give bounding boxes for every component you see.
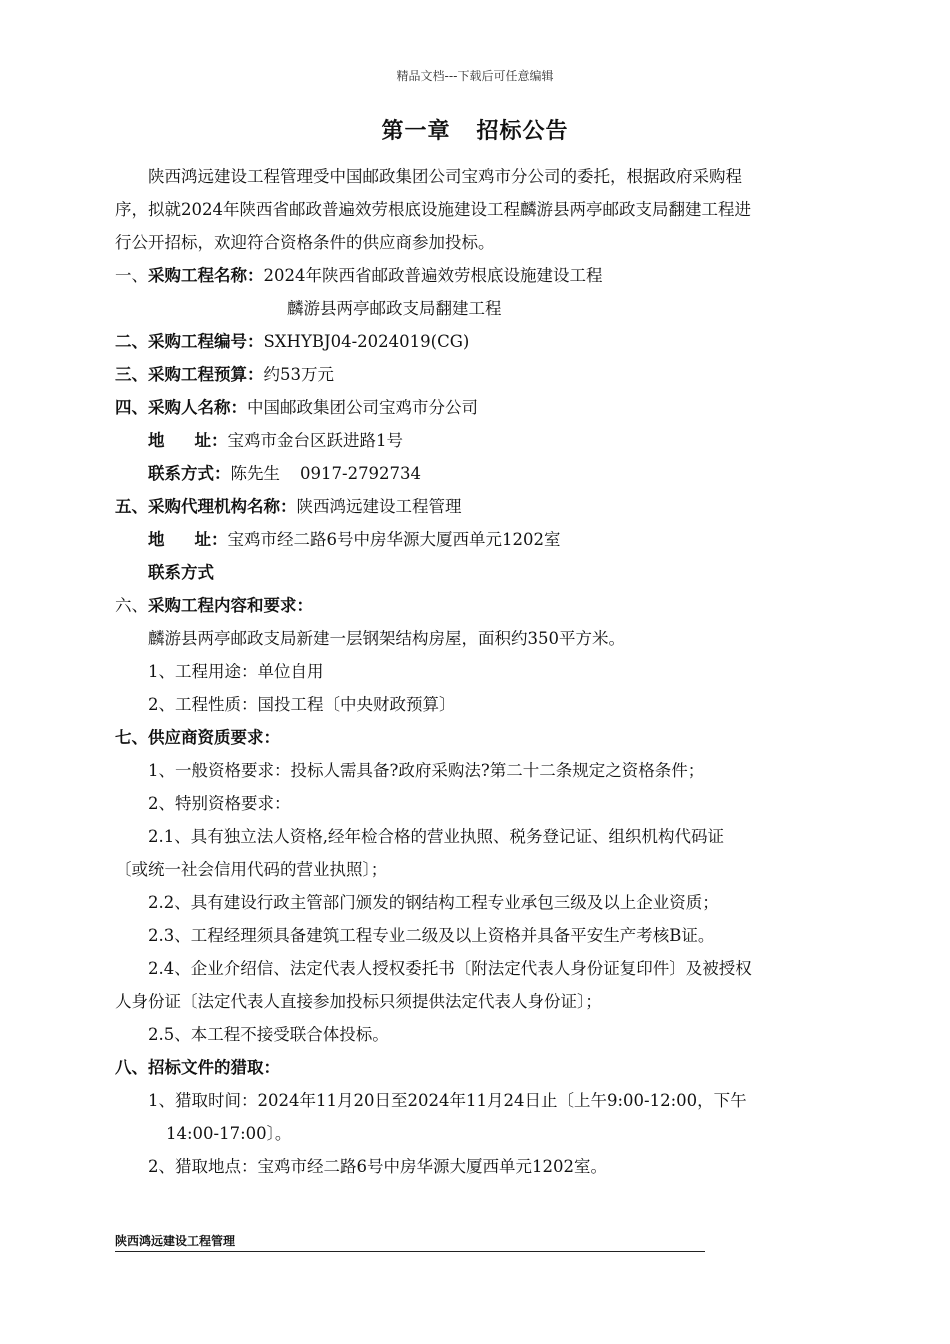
section-7-item-2-4: 2.4、企业介绍信、法定代表人授权委托书〔附法定代表人身份证复印件〕及被授权 bbox=[148, 959, 752, 978]
section-8-label: 八、招标文件的猎取： bbox=[115, 1058, 280, 1077]
section-8-item-1: 1、猎取时间：2024年11月20日至2024年11月24日止〔上午9:00-12:00，下午 bbox=[148, 1091, 747, 1110]
section-6-item-2: 2、工程性质：国投工程〔中央财政预算〕 bbox=[148, 695, 456, 714]
page-title bbox=[0, 114, 950, 145]
page-footer: 陕西鸿远建设工程管理 bbox=[115, 1232, 705, 1252]
section-7-item-2-1-cont: 〔或统一社会信用代码的营业执照〕； bbox=[115, 860, 388, 879]
section-6-number: 六、 bbox=[115, 596, 148, 615]
section-7 bbox=[115, 721, 840, 754]
section-5-address bbox=[115, 523, 840, 556]
title-chapter: 第一章 bbox=[381, 119, 451, 144]
contact-phone: 0917-2792734 bbox=[300, 464, 422, 483]
address-label-b: 址： bbox=[194, 530, 228, 549]
section-5-label: 五、采购代理机构名称： bbox=[115, 497, 297, 516]
address-label-a: 地 bbox=[148, 530, 165, 549]
section-7-label: 七、供应商资质要求： bbox=[115, 728, 280, 747]
section-6-label: 采购工程内容和要求： bbox=[148, 596, 313, 615]
address-label-a: 地 bbox=[148, 431, 165, 450]
section-7-item-2-4-cont: 人身份证〔法定代表人直接参加投标只须提供法定代表人身份证〕； bbox=[115, 992, 602, 1011]
address-value: 宝鸡市经二路6号中房华源大厦西单元1202室 bbox=[227, 530, 561, 549]
contact-label: 联系方式 bbox=[148, 563, 214, 582]
section-6 bbox=[115, 589, 840, 622]
section-6-desc: 麟游县两亭邮政支局新建一层钢架结构房屋，面积约350平方米。 bbox=[148, 629, 625, 648]
section-7-item-2-1: 2.1、具有独立法人资格,经年检合格的营业执照、税务登记证、组织机构代码证 bbox=[148, 827, 724, 846]
section-2-value: SXHYBJ04-2024019(CG) bbox=[263, 332, 470, 351]
section-1-label: 采购工程名称： bbox=[148, 266, 264, 285]
title-text: 招标公告 bbox=[476, 119, 569, 144]
section-4-label: 四、采购人名称： bbox=[115, 398, 247, 417]
section-1 bbox=[115, 259, 840, 292]
section-8-item-2: 2、猎取地点：宝鸡市经二路6号中房华源大厦西单元1202室。 bbox=[148, 1157, 607, 1176]
section-5 bbox=[115, 490, 840, 523]
section-7-item-1: 1、一般资格要求：投标人需具备?政府采购法?第二十二条规定之资格条件； bbox=[148, 761, 705, 780]
intro-line-2: 序，拟就2024年陕西省邮政普遍效劳根底设施建设工程麟游县两亭邮政支局翻建工程进 bbox=[115, 200, 751, 219]
section-8 bbox=[115, 1051, 840, 1084]
section-7-item-2: 2、特别资格要求： bbox=[148, 794, 291, 813]
intro-line-3: 行公开招标，欢迎符合资格条件的供应商参加投标。 bbox=[115, 233, 495, 252]
address-value: 宝鸡市金台区跃进路1号 bbox=[227, 431, 403, 450]
section-7-item-2-3: 2.3、工程经理须具备建筑工程专业二级及以上资格并具备平安生产考核B证。 bbox=[148, 926, 715, 945]
section-8-item-1-cont: 14:00-17:00〕。 bbox=[166, 1124, 292, 1143]
section-2 bbox=[115, 325, 840, 358]
contact-name: 陈先生 bbox=[230, 464, 280, 483]
section-3 bbox=[115, 358, 840, 391]
section-7-item-2-5: 2.5、本工程不接受联合体投标。 bbox=[148, 1025, 389, 1044]
intro-line-1: 陕西鸿远建设工程管理受中国邮政集团公司宝鸡市分公司的委托，根据政府采购程 bbox=[148, 167, 742, 186]
section-7-item-2-2: 2.2、具有建设行政主管部门颁发的钢结构工程专业承包三级及以上企业资质； bbox=[148, 893, 719, 912]
header-note: 精品文档---下载后可任意编辑 bbox=[396, 69, 554, 83]
section-4-value: 中国邮政集团公司宝鸡市分公司 bbox=[247, 398, 478, 417]
section-1-value: 2024年陕西省邮政普遍效劳根底设施建设工程 bbox=[263, 266, 603, 285]
section-4 bbox=[115, 391, 840, 424]
section-2-label: 二、采购工程编号： bbox=[115, 332, 264, 351]
section-1-value-cont: 麟游县两亭邮政支局翻建工程 bbox=[287, 299, 502, 318]
contact-label: 联系方式： bbox=[148, 464, 231, 483]
section-4-contact bbox=[115, 457, 840, 490]
section-6-item-1: 1、工程用途：单位自用 bbox=[148, 662, 324, 681]
section-3-label: 三、采购工程预算： bbox=[115, 365, 264, 384]
document-body bbox=[115, 160, 840, 1183]
section-5-value: 陕西鸿远建设工程管理 bbox=[296, 497, 462, 516]
section-3-value: 约53万元 bbox=[263, 365, 334, 384]
section-4-address bbox=[115, 424, 840, 457]
section-1-number: 一、 bbox=[115, 266, 148, 285]
section-5-contact bbox=[115, 556, 840, 589]
address-label-b: 址： bbox=[194, 431, 228, 450]
